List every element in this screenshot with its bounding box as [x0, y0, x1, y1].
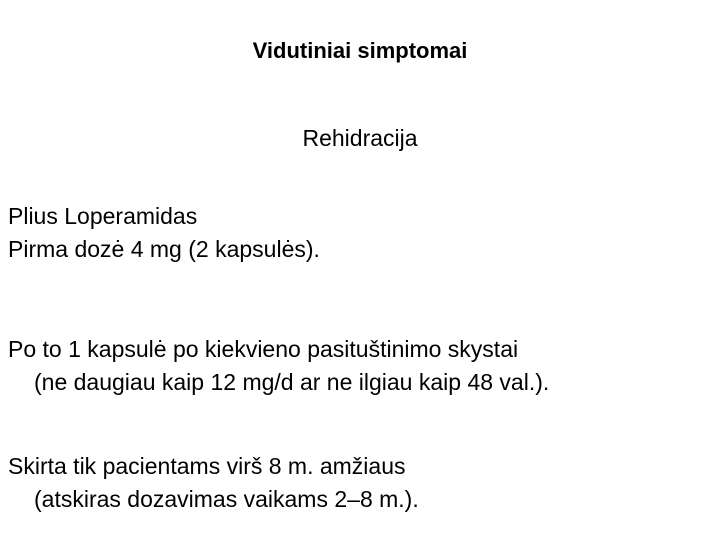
text-line: Po to 1 kapsulė po kiekvieno pasituštinimo skystai	[8, 336, 519, 362]
text-line-indented: (ne daugiau kaip 12 mg/d ar ne ilgiau kaip 48 val.).	[34, 369, 550, 395]
text-line-indented: (atskiras dozavimas vaikams 2–8 m.).	[34, 486, 419, 512]
paragraph-subsequent-dose	[8, 333, 708, 399]
slide-subtitle: Rehidracija	[302, 125, 418, 151]
text-line: Skirta tik pacientams virš 8 m. amžiaus	[8, 453, 406, 479]
slide-title: Vidutiniai simptomai	[252, 38, 468, 63]
text-line: Plius Loperamidas	[8, 203, 198, 229]
text-line: Pirma dozė 4 mg (2 kapsulės).	[8, 236, 320, 262]
paragraph-loperamide	[8, 200, 708, 266]
paragraph-age-restriction	[8, 450, 708, 516]
